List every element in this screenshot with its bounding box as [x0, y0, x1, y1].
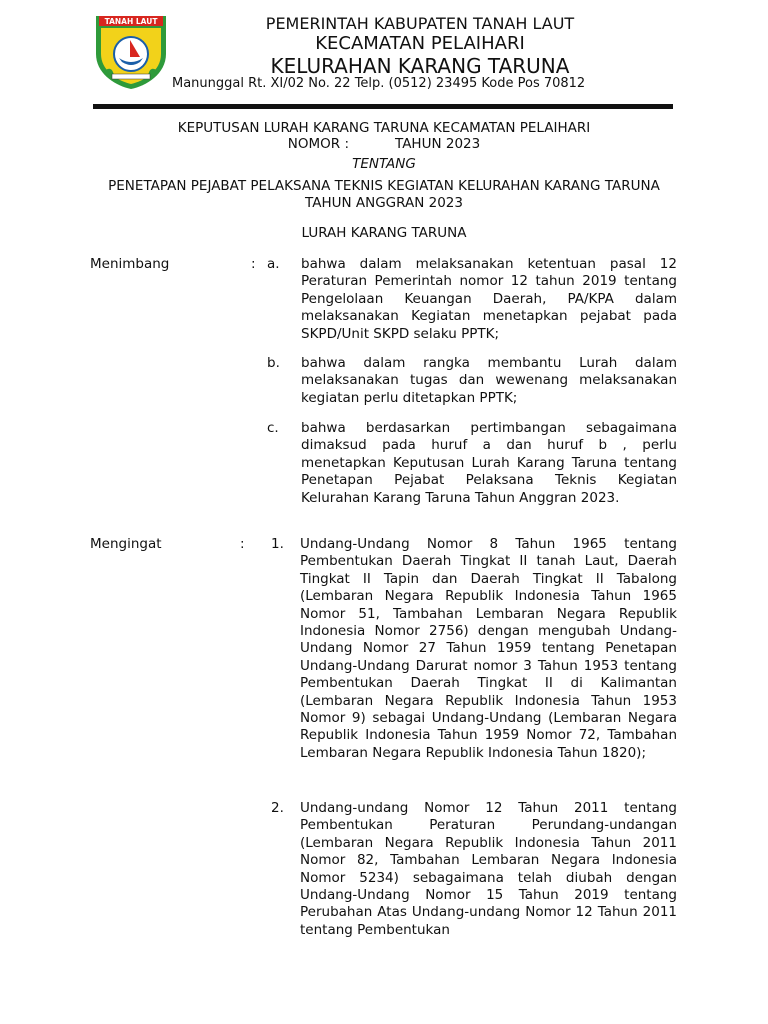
letterhead-line-village: KELURAHAN KARANG TARUNA — [270, 54, 570, 78]
menimbang-colon: : — [251, 256, 256, 272]
emblem-ribbon — [112, 74, 150, 79]
emblem-banner-text: TANAH LAUT — [104, 17, 158, 26]
letterhead-divider — [93, 104, 673, 109]
letterhead-line-district: KECAMATAN PELAIHARI — [315, 33, 525, 54]
decree-number-label: NOMOR : — [287, 136, 349, 152]
menimbang-mark-b: b. — [267, 355, 280, 371]
mengingat-label: Mengingat — [90, 536, 162, 552]
decree-subject: PENETAPAN PEJABAT PELAKSANA TEKNIS KEGIATAN KELURAHAN KARANG TARUNA TAHUN ANGGRAN 2023 — [108, 178, 660, 211]
menimbang-mark-c: c. — [267, 420, 279, 436]
menimbang-item-c: bahwa berdasarkan pertimbangan sebagaimana dimaksud pada huruf a dan huruf b , perlu menetapkan Keputusan Lurah Karang Taruna tentang Penetapan Pejabat Pelaksana Teknis Kegiatan Kelurahan Karang Taruna Tahun Anggran 2023. — [301, 420, 677, 506]
decree-number-line — [90, 136, 678, 153]
mengingat-item-2: Undang-undang Nomor 12 Tahun 2011 tentang Pembentukan Peraturan Perundang-undangan (Lembaran Negara Republik Indonesia Tahun 2011 Nomor 82, Tambahan Lembaran Negara Indonesia Nomor 5234) sebagaimana telah diubah dengan Undang-Undang Nomor 15 Tahun 2019 tentang Perubahan Atas Undang-undang Nomor 12 Tahun 2011 tentang Pembentukan — [300, 800, 677, 938]
menimbang-item-a: bahwa dalam melaksanakan ketentuan pasal 12 Peraturan Pemerintah nomor 12 tahun 2019 tentang Pengelolaan Keuangan Daerah, PA/KPA dalam melaksanakan Kegiatan menetapkan pejabat pada SKPD/Unit SKPD selaku PPTK; — [301, 256, 677, 342]
mengingat-colon: : — [240, 536, 245, 552]
decree-year: TAHUN 2023 — [395, 136, 481, 152]
letterhead-line-regency: PEMERINTAH KABUPATEN TANAH LAUT — [265, 14, 575, 33]
menimbang-item-b: bahwa dalam rangka membantu Lurah dalam melaksanakan tugas dan wewenang melaksanakan kegiatan perlu ditetapkan PPTK; — [301, 355, 677, 406]
decree-tentang: TENTANG — [352, 156, 416, 172]
letterhead-heading — [170, 14, 670, 78]
tanah-laut-emblem — [94, 14, 168, 90]
decree-issuer: LURAH KARANG TARUNA — [301, 225, 467, 241]
mengingat-item-1: Undang-Undang Nomor 8 Tahun 1965 tentang Pembentukan Daerah Tingkat II tanah Laut, Daerah Tingkat II Tapin dan Daerah Tingkat II Tabalong (Lembaran Negara Republik Indonesia Tahun 1965 Nomor 51, Tambahan Lembaran Negara Republik Indonesia Nomor 2756) dengan mengubah Undang-Undang Nomor 27 Tahun 1959 tentang Penetapan Undang-Undang Darurat nomor 3 Tahun 1953 tentang Pembentukan Daerah Tingkat II di Kalimantan (Lembaran Negara Republik Indonesia Tahun 1953 Nomor 9) sebagai Undang-Undang (Lembaran Negara Republik Indonesia Tahun 1959 Nomor 72, Tambahan Lembaran Negara Republik Indonesia Tahun 1820); — [300, 536, 677, 761]
menimbang-mark-a: a. — [267, 256, 280, 272]
decree-title: KEPUTUSAN LURAH KARANG TARUNA KECAMATAN PELAIHARI — [177, 120, 591, 136]
mengingat-mark-2: 2. — [271, 800, 284, 816]
letterhead-address: Manunggal Rt. XI/02 No. 22 Telp. (0512) 23495 Kode Pos 70812 — [172, 76, 586, 91]
menimbang-label: Menimbang — [90, 256, 170, 272]
mengingat-mark-1: 1. — [271, 536, 284, 552]
